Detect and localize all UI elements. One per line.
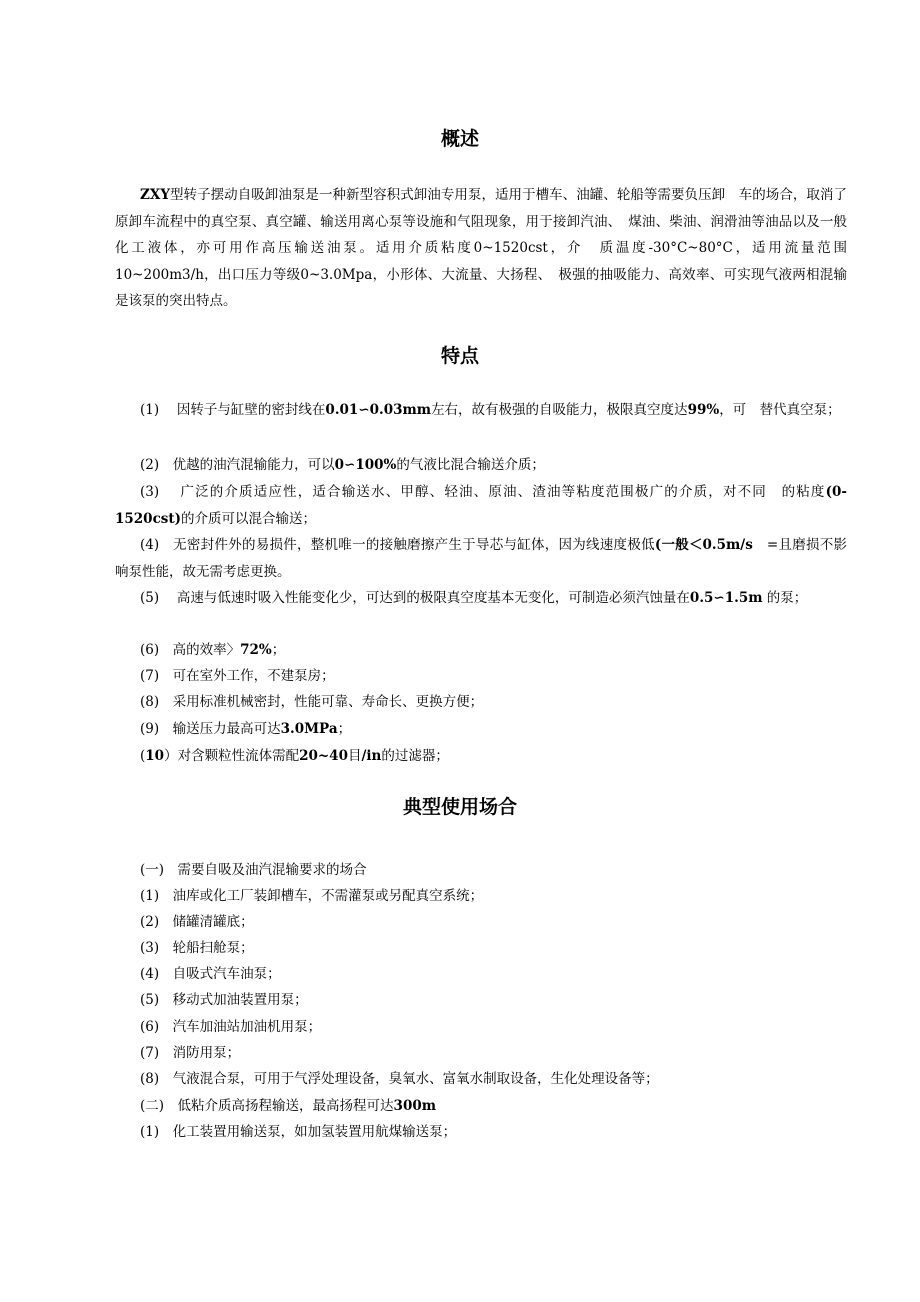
feature-item-6: (6) 高的效率〉72%；: [140, 642, 286, 658]
usage-item-6: (6) 汽车加油站加油机用泵；: [140, 1019, 322, 1035]
feature-item-2: (2) 优越的油汽混输能力，可以0∽100%的气液比混合输送介质；: [140, 457, 545, 473]
usage-group-2: (二) 低粘介质高扬程输送，最高扬程可达300m: [140, 1098, 437, 1114]
usage-heading: 典型使用场合: [402, 796, 517, 818]
feature-item-10: (10）对含颗粒性流体需配20~40目/in的过滤器；: [140, 748, 449, 764]
features-heading: 特点: [440, 345, 479, 367]
usage-item-8: (8) 气液混合泵，可用于气浮处理设备，臭氧水、富氧水制取设备，生化处理设备等；: [140, 1071, 659, 1087]
usage-item-5: (5) 移动式加油装置用泵；: [140, 992, 308, 1008]
usage-item-2: (2) 储罐清罐底；: [140, 914, 254, 930]
feature-item-5: (5) 高速与低速时吸入性能变化少，可达到的极限真空度基本无变化，可制造必须汽蚀量在0.5∽1.5m 的泵；: [140, 590, 808, 606]
usage-item-1: (1) 油库或化工厂装卸槽车，不需灌泵或另配真空系统；: [140, 888, 484, 904]
feature-item-7: (7) 可在室外工作，不建泵房；: [140, 668, 335, 684]
feature-item-3: (3) 广泛的介质适应性，适合输送水、甲醇、轻油、原油、渣油等粘度范围极广的介质，对不同 的粘度(0-1520cst)的介质可以混合输送；: [115, 484, 847, 527]
overview-paragraph: [115, 182, 847, 315]
feature-item-8: (8) 采用标准机械密封，性能可靠、寿命长、更换方便；: [140, 694, 484, 710]
usage-item-3: (3) 轮船扫舱泵；: [140, 940, 254, 956]
feature-item-4: (4) 无密封件外的易损件，整机唯一的接触磨擦产生于导芯与缸体，因为线速度极低(一般＜0.5m/s =且磨损不影响泵性能，故无需考虑更换。: [115, 537, 847, 580]
overview-text: 型转子摆动自吸卸油泵是一种新型容积式卸油专用泵，适用于槽车、油罐、轮船等需要负压卸 车的场合，取消了原卸车流程中的真空泵、真空罐、输送用离心泵等设施和气阻现象，用于接卸汽油、 煤油、柴油、润滑油等油品以及一般化工液体，亦可用作高压输送油泵。适用介质粘度0~1520cst，介 质温度-30°C~80°C，适用流量范围10~200m3/h，出口压力等级0~3.0Mpa，小形体、大流量、大扬程、 极强的抽吸能力、高效率、可实现气液两相混输是该泵的突出特点。: [115, 187, 847, 309]
usage-item-7: (7) 消防用泵；: [140, 1045, 241, 1061]
model-name: ZXY: [140, 187, 170, 203]
usage-group-2-item-1: (1) 化工装置用输送泵，如加氢装置用航煤输送泵；: [140, 1124, 457, 1140]
usage-item-4: (4) 自吸式汽车油泵；: [140, 966, 281, 982]
feature-item-1: (1) 因转子与缸壁的密封线在0.01∽0.03mm左右，故有极强的自吸能力，极限真空度达99%，可 替代真空泵；: [140, 402, 841, 418]
feature-item-9: (9) 输送压力最高可达3.0MPa；: [140, 721, 352, 737]
usage-group-1: (一) 需要自吸及油汽混输要求的场合: [140, 862, 367, 878]
overview-heading: 概述: [440, 128, 479, 150]
